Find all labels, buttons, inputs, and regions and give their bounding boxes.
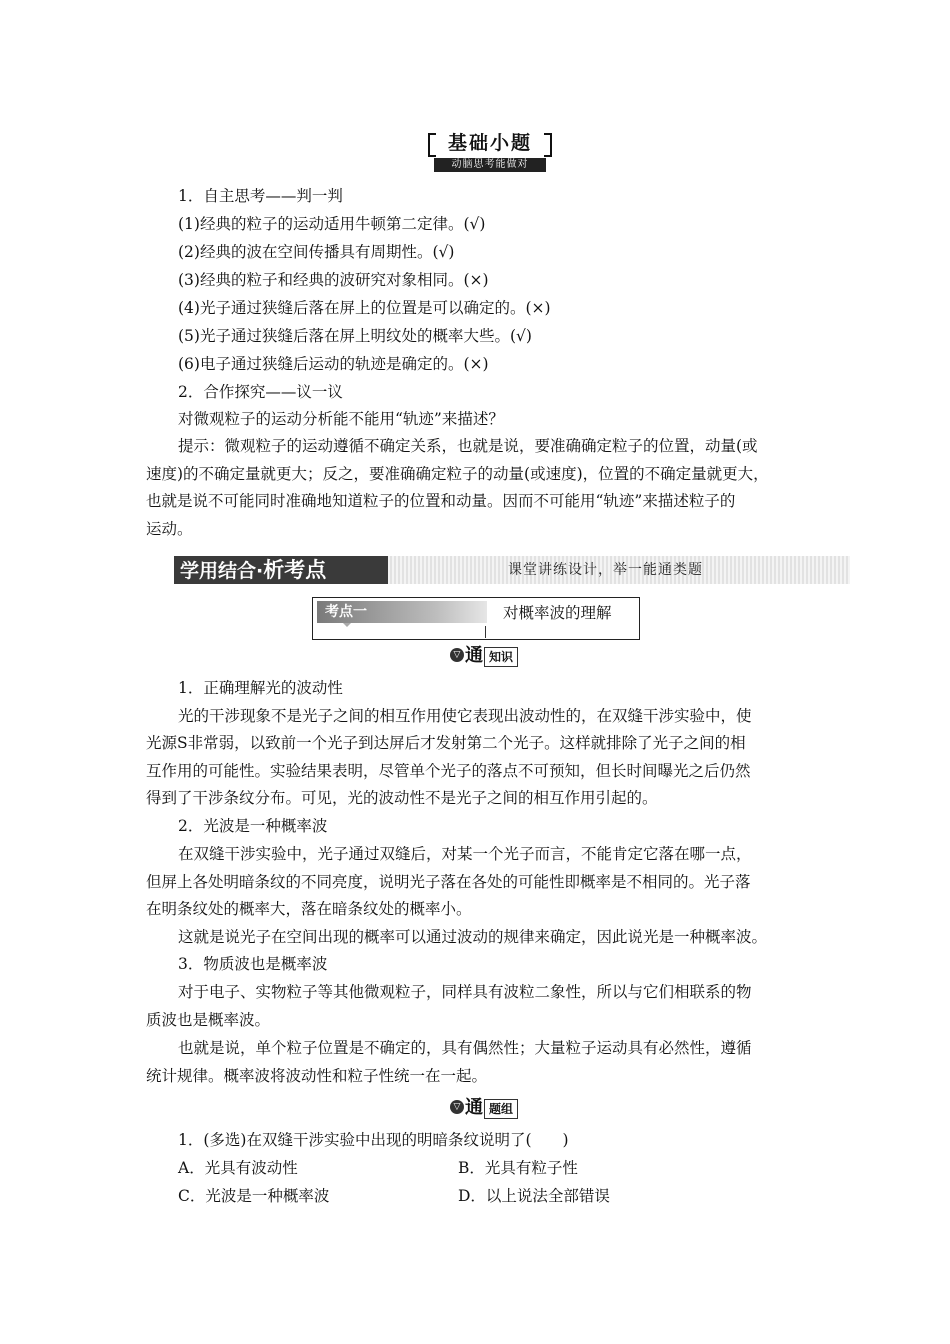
tong-main: 通 — [465, 1097, 483, 1118]
k-s2-line-1: 在双缝干涉实验中，光子通过双缝后，对某一个光子而言，不能肯定它落在哪一点， — [178, 845, 752, 863]
kaodian-tab: 考点一 — [317, 601, 487, 623]
chevron-down-icon: ▽ — [450, 648, 464, 662]
q2-heading: 2．合作探究——议一议 — [178, 383, 343, 401]
k-s3-line-1: 对于电子、实物粒子等其他微观粒子，同样具有波粒二象性，所以与它们相联系的物 — [178, 983, 752, 1001]
section-badge — [428, 131, 552, 173]
kaodian-box — [312, 597, 640, 640]
kaodian-divider — [485, 626, 486, 638]
q2-hint-line-4: 运动。 — [146, 520, 193, 538]
badge-title: 基础小题 — [447, 132, 532, 154]
banner-prefix: 学用结合· — [180, 560, 264, 582]
tong-main: 通 — [465, 645, 483, 666]
q1-item-1: (1)经典的粒子的运动适用牛顿第二定律。(√) — [178, 215, 486, 233]
option-c: C．光波是一种概率波 — [178, 1187, 330, 1205]
q2-hint-line-3: 也就是说不可能同时准确地知道粒子的位置和动量。因而不可能用“轨迹”来描述粒子的 — [146, 492, 736, 510]
k-s2-line-3: 在明条纹处的概率大，落在暗条纹处的概率小。 — [146, 900, 472, 918]
kaodian-title: 对概率波的理解 — [503, 604, 612, 622]
banner-big: 析考点 — [263, 558, 327, 582]
q1-heading: 1．自主思考——判一判 — [178, 187, 343, 205]
tong-zhishi-label — [450, 645, 532, 667]
q1-item-5: (5)光子通过狭缝后落在屏上明纹处的概率大些。(√) — [178, 327, 532, 345]
q2-question: 对微观粒子的运动分析能不能用“轨迹”来描述？ — [178, 410, 504, 428]
exercise-question: 1．(多选)在双缝干涉实验中出现的明暗条纹说明了( ) — [178, 1131, 569, 1149]
k-s3-line-4: 统计规律。概率波将波动性和粒子性统一在一起。 — [146, 1067, 488, 1085]
k-s2-line-4: 这就是说光子在空间出现的概率可以通过波动的规律来确定，因此说光是一种概率波。 — [178, 928, 768, 946]
chevron-down-icon: ▽ — [450, 1100, 464, 1114]
q1-item-6: (6)电子通过狭缝后运动的轨迹是确定的。(×) — [178, 355, 489, 373]
k-s2-line-2: 但屏上各处明暗条纹的不同亮度，说明光子落在各处的可能性即概率是不相同的。光子落 — [146, 873, 751, 891]
k-s1-line-4: 得到了干涉条纹分布。可见，光的波动性不是光子之间的相互作用引起的。 — [146, 789, 658, 807]
q1-item-4: (4)光子通过狭缝后落在屏上的位置是可以确定的。(×) — [178, 299, 551, 317]
option-b: B．光具有粒子性 — [458, 1159, 578, 1177]
option-d: D．以上说法全部错误 — [458, 1187, 610, 1205]
k-s1-line-3: 互作用的可能性。实验结果表明，尽管单个光子的落点不可预知，但长时间曝光之后仍然 — [146, 762, 751, 780]
q2-hint-line-1: 提示：微观粒子的运动遵循不确定关系，也就是说，要准确确定粒子的位置，动量(或 — [178, 437, 758, 455]
k-s1-heading: 1．正确理解光的波动性 — [178, 679, 343, 697]
badge-subtitle: 动脑思考能做对 — [434, 158, 546, 172]
section-banner — [174, 556, 850, 584]
tong-sub: 知识 — [484, 647, 518, 667]
k-s3-line-3: 也就是说，单个粒子位置是不确定的，具有偶然性；大量粒子运动具有必然性，遵循 — [178, 1039, 752, 1057]
k-s3-line-2: 质波也是概率波。 — [146, 1011, 271, 1029]
q2-hint-line-2: 速度)的不确定量就更大；反之，要准确确定粒子的动量(或速度)，位置的不确定量就更大， — [146, 465, 769, 483]
k-s1-line-1: 光的干涉现象不是光子之间的相互作用使它表现出波动性的，在双缝干涉实验中，使 — [178, 707, 752, 725]
kaodian-notch — [343, 623, 351, 627]
q1-item-3: (3)经典的粒子和经典的波研究对象相同。(×) — [178, 271, 489, 289]
banner-left — [174, 556, 388, 584]
k-s3-heading: 3．物质波也是概率波 — [178, 955, 328, 973]
tong-sub: 题组 — [484, 1099, 518, 1119]
tong-tizu-label — [450, 1097, 532, 1119]
q1-item-2: (2)经典的波在空间传播具有周期性。(√) — [178, 243, 455, 261]
k-s2-heading: 2．光波是一种概率波 — [178, 817, 328, 835]
banner-right: 课堂讲练设计，举一能通类题 — [508, 562, 703, 578]
option-a: A．光具有波动性 — [178, 1159, 298, 1177]
k-s1-line-2: 光源S非常弱，以致前一个光子到达屏后才发射第二个光子。这样就排除了光子之间的相 — [146, 734, 746, 752]
